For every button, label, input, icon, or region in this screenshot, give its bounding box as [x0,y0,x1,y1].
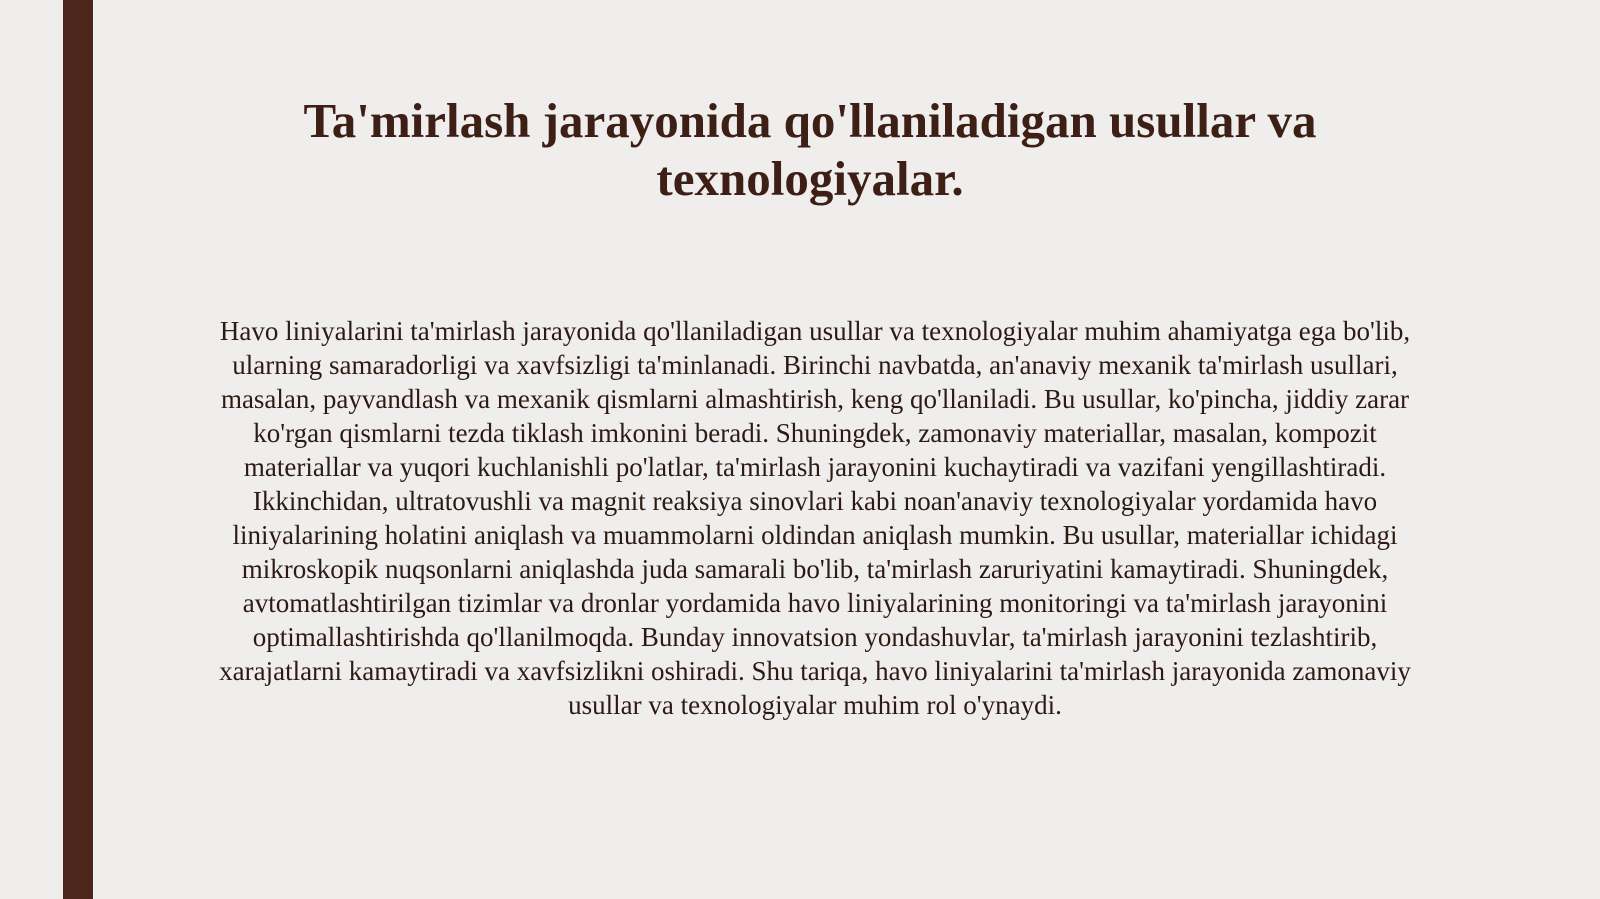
slide-body-text: Havo liniyalarini ta'mirlash jarayonida qo'llaniladigan usullar va texnologiyalar muhim ahamiyatga ega bo'lib, ularning samaradorligi va xavfsizligi ta'minlanadi. Birinchi navbatda, an'anaviy mexanik ta'mirlash usullari, masalan, payvandlash va mexanik qismlarni almashtirish, keng qo'llaniladi. Bu usullar, ko'pincha, jiddiy zarar ko'rgan qismlarni tezda tiklash imkonini beradi. Shuningdek, zamonaviy materiallar, masalan, kompozit materiallar va yuqori kuchlanishli po'latlar, ta'mirlash jarayonini kuchaytiradi va vazifani yengillashtiradi. Ikkinchidan, ultratovushli va magnit reaksiya sinovlari kabi noan'anaviy texnologiyalar yordamida havo liniyalarining holatini aniqlash va muammolarni oldindan aniqlash mumkin. Bu usullar, materiallar ichidagi mikroskopik nuqsonlarni aniqlashda juda samarali bo'lib, ta'mirlash zaruriyatini kamaytiradi. Shuningdek, avtomatlashtirilgan tizimlar va dronlar yordamida havo liniyalarining monitoringi va ta'mirlash jarayonini optimallashtirishda qo'llanilmoqda. Bunday innovatsion yondashuvlar, ta'mirlash jarayonini tezlashtirib, xarajatlarni kamaytiradi va xavfsizlikni oshiradi. Shu tariqa, havo liniyalarini ta'mirlash jarayonida zamonaviy usullar va texnologiyalar muhim rol o'ynaydi. [219,316,1411,720]
slide-title: Ta'mirlash jarayonida qo'llaniladigan usullar va texnologiyalar. [303,93,1317,206]
accent-bar [63,0,93,899]
